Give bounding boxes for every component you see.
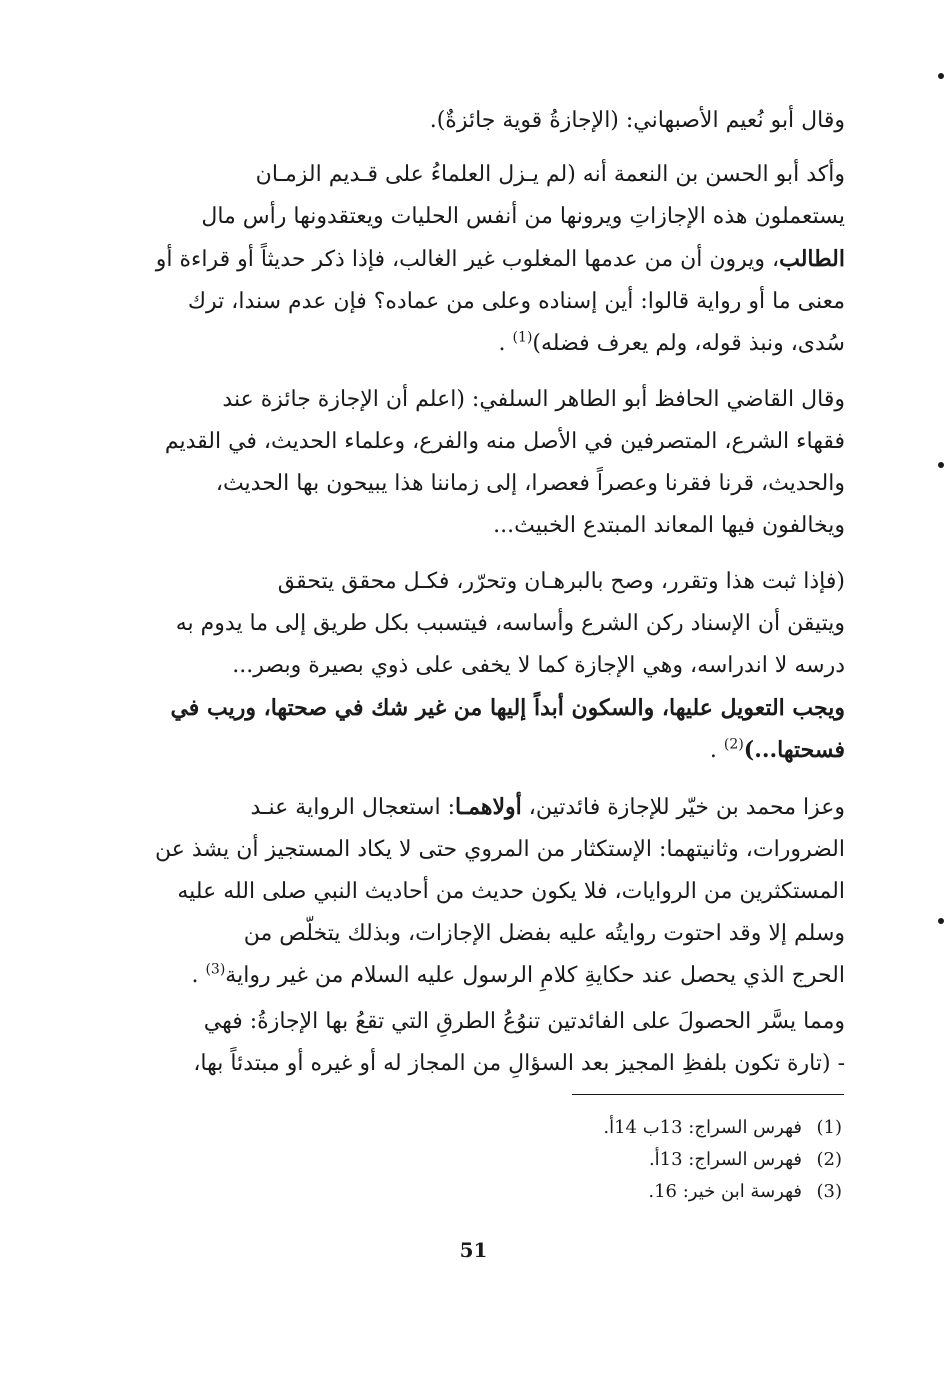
text-line: ومما يسَّر الحصولَ على الفائدتين تنوُعُ الطرقِ التي تقعُ بها الإجازةُ: فهي [203,1009,845,1034]
footnote-ref: (2) [723,736,744,753]
text-segment: سُدى، ونبذ قوله، ولم يعرف فضله) [532,331,845,356]
footnote-number: (1) [816,1117,842,1138]
margin-dot-mark [938,918,944,924]
paragraph-silafi-continued [150,561,845,772]
text-line: يستعملون هذه الإجازاتِ ويرونها من أنفس الحليات ويعتقدونها رأس مال [201,204,845,229]
text-line [150,955,845,997]
page-number: 51 [459,1238,488,1262]
text-line: ويتيقن أن الإسناد ركن الشرع وأساسه، فيتسبب بكل طريق إلى ما يدوم به [175,611,845,636]
text-line: (فإذا ثبت هذا وتقرر، وصح بالبرهـان وتحرّر، فكـل محقق يتحقق [277,569,845,594]
text-line: الطالب، ويرون أن من عدمها المغلوب غير الغالب، فإذا ذكر حديثاً أو قراءة أو [155,246,845,272]
footnote-item [442,1176,842,1208]
text-line: ويخالفون فيها المعاند المبتدع الخبيث... [493,513,845,538]
text-line: المستكثرين من الروايات، فلا يكون حديث من أحاديث النبي صلى الله عليه [177,879,845,904]
footnote-text: فهرس السراج: 13ب 14أ. [603,1117,802,1138]
bold-word: الطالب [779,246,845,272]
footnote-text: فهرس السراج: 13أ. [648,1149,802,1170]
text-line: وقال القاضي الحافظ أبو الطاهر السلفي: (اعلم أن الإجازة جائزة عند [222,387,845,412]
sentence-end: . [191,963,199,988]
text-line [150,323,845,365]
text-line: - (تارة تكون بلفظِ المجيز بعد السؤالِ من المجاز له أو غيره أو مبتدئاً بها، [193,1051,845,1076]
footnotes [442,1112,842,1208]
sentence-end: . [709,738,717,763]
margin-dot-mark [938,462,944,468]
text-line: والحديث، قرنا فقرنا وعصراً فعصرا، إلى زماننا هذا يبيحون بها الحديث، [215,471,845,496]
text-line [150,729,845,772]
text-line: معنى ما أو رواية قالوا: أين إسناده وعلى من عماده؟ فإن عدم سندا، ترك [187,289,845,314]
footnote-ref: (3) [205,961,226,978]
text-line: ويجب التعويل عليها، والسكون أبداً إليها من غير شك في صحتها، وريب في [170,695,845,721]
text-segment: فسحتها...) [743,737,845,763]
text-line: وقال أبو نُعيم الأصبهاني: (الإجازةُ قوية جائزةٌ). [429,108,845,133]
footnote-item [442,1144,842,1176]
text-line: درسه لا اندراسه، وهي الإجازة كما لا يخفى على ذوي بصيرة وبصر... [232,653,845,678]
paragraph-ijaza-types [150,1001,845,1085]
footnote-text: فهرسة ابن خير: 16. [648,1181,802,1202]
text-line: فقهاء الشرع، المتصرفين في الأصل منه والفرع، وعلماء الحديث، في القديم [164,429,845,454]
text-line: الضرورات، وثانيتهما: الإستكثار من المروي حتى لا يكاد المستجيز أن يشذ عن [155,837,845,862]
footnote-item [442,1112,842,1144]
text-line: وسلم إلا وقد احتوت روايتُه عليه بفضل الإجازات، وبذلك يتخلّص من [243,921,845,946]
body-text [150,100,845,1085]
bold-word: أولاهمـا [454,794,522,820]
footnote-number: (3) [816,1181,842,1202]
paragraph-abu-nuaym [150,100,845,142]
margin-dot-mark [938,73,944,79]
text-line: وأكد أبو الحسن بن النعمة أنه (لم يـزل العلماءُ على قـديم الزمـان [255,162,845,187]
footnote-ref: (1) [512,329,533,346]
text-segment: الحرج الذي يحصل عند حكايةِ كلامِ الرسول عليه السلام من غير رواية [225,963,845,988]
paragraph-ibn-alnima [150,154,845,365]
footnote-separator [572,1094,844,1095]
paragraph-silafi [150,379,845,547]
paragraph-ibn-khayr [150,786,845,997]
sentence-end: . [498,331,506,356]
footnote-number: (2) [816,1149,842,1170]
text-line: وعزا محمد بن خيّر للإجازة فائدتين، أولاهمـا: استعجال الرواية عنـد [250,794,845,820]
